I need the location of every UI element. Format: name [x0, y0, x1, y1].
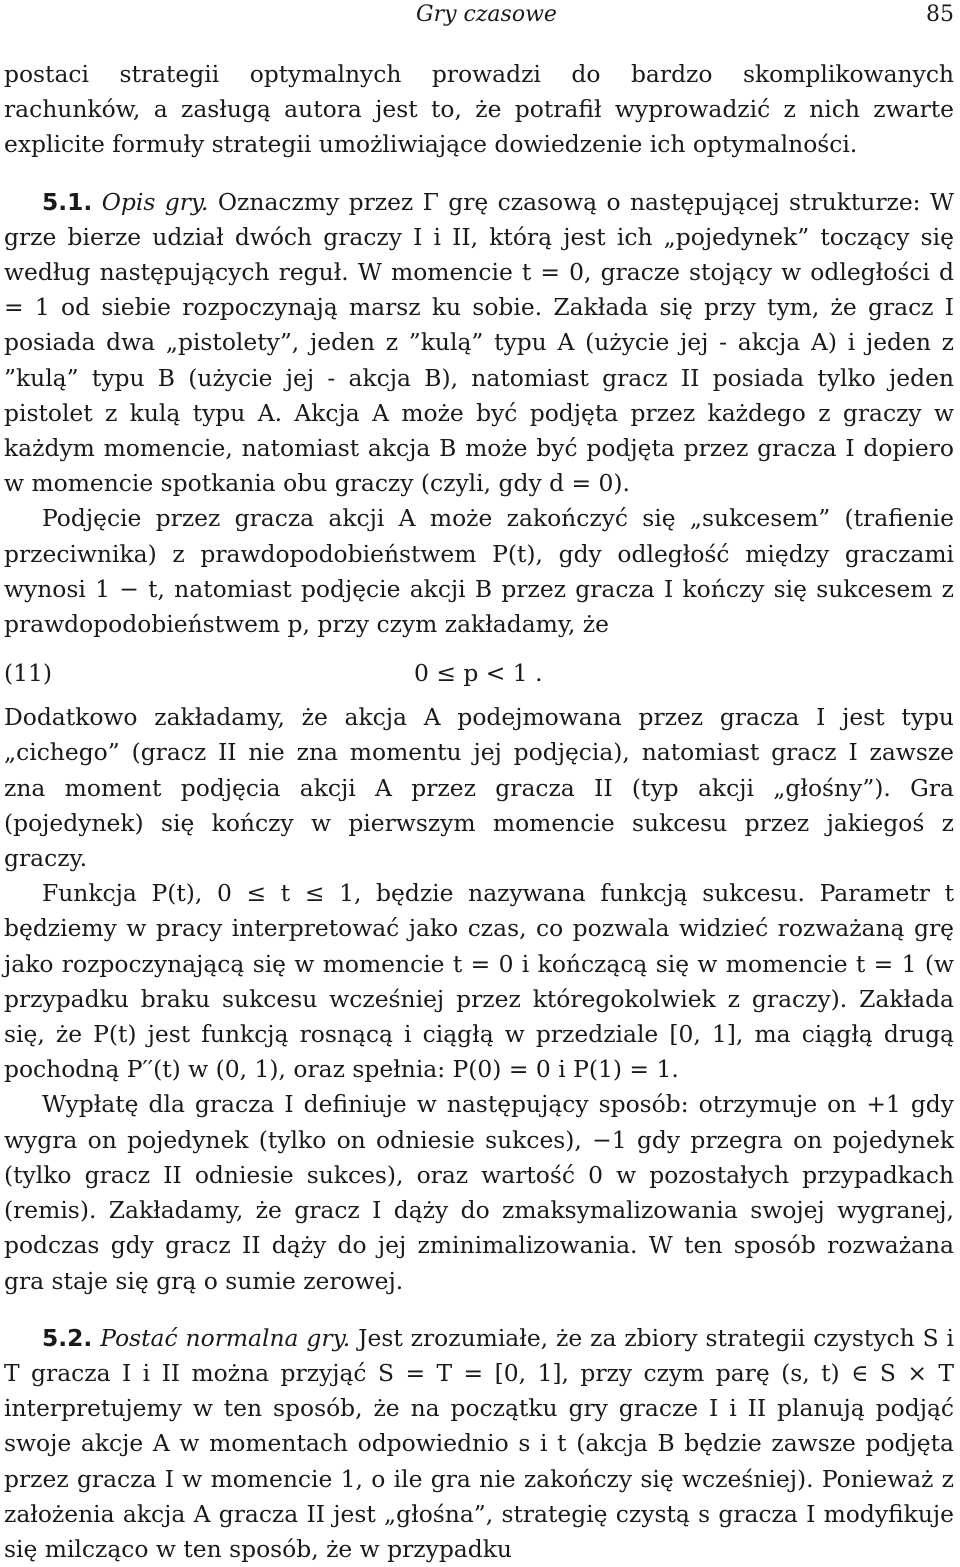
running-header: [4, 2, 954, 30]
section-title: Postać normalna gry.: [100, 1323, 351, 1352]
section-5-1: [4, 185, 954, 502]
equation-number: (11): [4, 659, 53, 688]
page-body: [4, 57, 954, 1567]
running-title: Gry czasowe: [416, 2, 557, 27]
equation-11: [4, 648, 954, 698]
section-number: 5.2.: [42, 1323, 93, 1352]
paragraph-assumptions: Dodatkowo zakładamy, że akcja A podejmowana przez gracza I jest typu „cichego” (gracz II nie zna momentu jej podjęcia), natomiast gracz I zawsze zna moment podjęcia akcji A przez gracza II (typ akcji „głośny”). Gra (pojedynek) się kończy w pierwszym momencie sukcesu przez jakiegoś z graczy.: [4, 703, 954, 873]
equation-body: 0 ≤ p < 1 .: [414, 659, 543, 688]
paragraph-payoff: Wypłatę dla gracza I definiuje w następujący sposób: otrzymuje on +1 gdy wygra on pojedynek (tylko on odniesie sukces), −1 gdy przegra on pojedynek (tylko gracz II odniesie sukces), oraz wartość 0 w pozostałych przypadkach (remis). Zakładamy, że gracz I dąży do zmaksymalizowania swojej wygranej, podczas gdy gracz II dąży do jej zminimalizowania. W ten sposób rozważana gra staje się grą o sumie zerowej.: [4, 1090, 954, 1295]
paragraph-success-probability: Podjęcie przez gracza akcji A może zakończyć się „sukcesem” (trafienie przeciwnika) z prawdopodobieństwem P(t), gdy odległość między graczami wynosi 1 − t, natomiast podjęcie akcji B przez gracza I kończy się sukcesem z prawdopodobieństwem p, przy czym zakładamy, że: [4, 504, 954, 639]
section-text: Jest zrozumiałe, że za zbiory strategii czystych S i T gracza I i II można przyjąć S = T = [0, 1], przy czym parę (s, t) ∈ S × T interpretujemy w ten sposób, że na początku gry gracze I i II planują podjąć swoje akcje A w momentach odpowiednio s i t (akcja B będzie zawsze podjęta przez gracza I w momencie 1, o ile gra nie zakończy się wcześniej). Ponieważ z założenia akcja A gracza II jest „głośna”, strategię czystą s gracza I modyfikuje się milcząco w ten sposób, że w przypadku: [4, 1323, 955, 1563]
section-5-2: [4, 1321, 954, 1567]
section-number: 5.1.: [42, 187, 93, 216]
section-text: Oznaczmy przez Γ grę czasową o następującej strukturze: W grze bierze udział dwóch graczy I i II, którą jest ich „pojedynek” toczący się według następujących reguł. W momencie t = 0, gracze stojący w odległości d = 1 od siebie rozpoczynają marsz ku sobie. Zakłada się przy tym, że gracz I posiada dwa „pistolety”, jeden z ”kulą” typu A (użycie jej - akcja A) i jeden z ”kulą” typu B (użycie jej - akcja B), natomiast gracz II posiada tylko jeden pistolet z kulą typu A. Akcja A może być podjęta przez każdego z graczy w każdym momencie, natomiast akcja B może być podjęta przez gracza I dopiero w momencie spotkania obu graczy (czyli, gdy d = 0).: [4, 187, 955, 498]
section-title: Opis gry.: [101, 187, 209, 216]
paragraph-continued: postaci strategii optymalnych prowadzi do bardzo skomplikowanych rachunków, a zasługą autora jest to, że potrafił wyprowadzić z nich zwarte explicite formuły strategii umożliwiające dowiedzenie ich optymalności.: [4, 60, 954, 159]
page-number: 85: [926, 2, 954, 27]
paragraph-success-function: Funkcja P(t), 0 ≤ t ≤ 1, będzie nazywana funkcją sukcesu. Parametr t będziemy w pracy interpretować jako czas, co pozwala widzieć rozważaną grę jako rozpoczynającą się w momencie t = 0 i kończącą się w momencie t = 1 (w przypadku braku sukcesu wcześniej przez któregokolwiek z graczy). Zakłada się, że P(t) jest funkcją rosnącą i ciągłą w przedziale [0, 1], ma ciągłą drugą pochodną P′′(t) w (0, 1), oraz spełnia: P(0) = 0 i P(1) = 1.: [4, 879, 954, 1084]
section-gap: [4, 163, 954, 185]
section-gap: [4, 1299, 954, 1321]
